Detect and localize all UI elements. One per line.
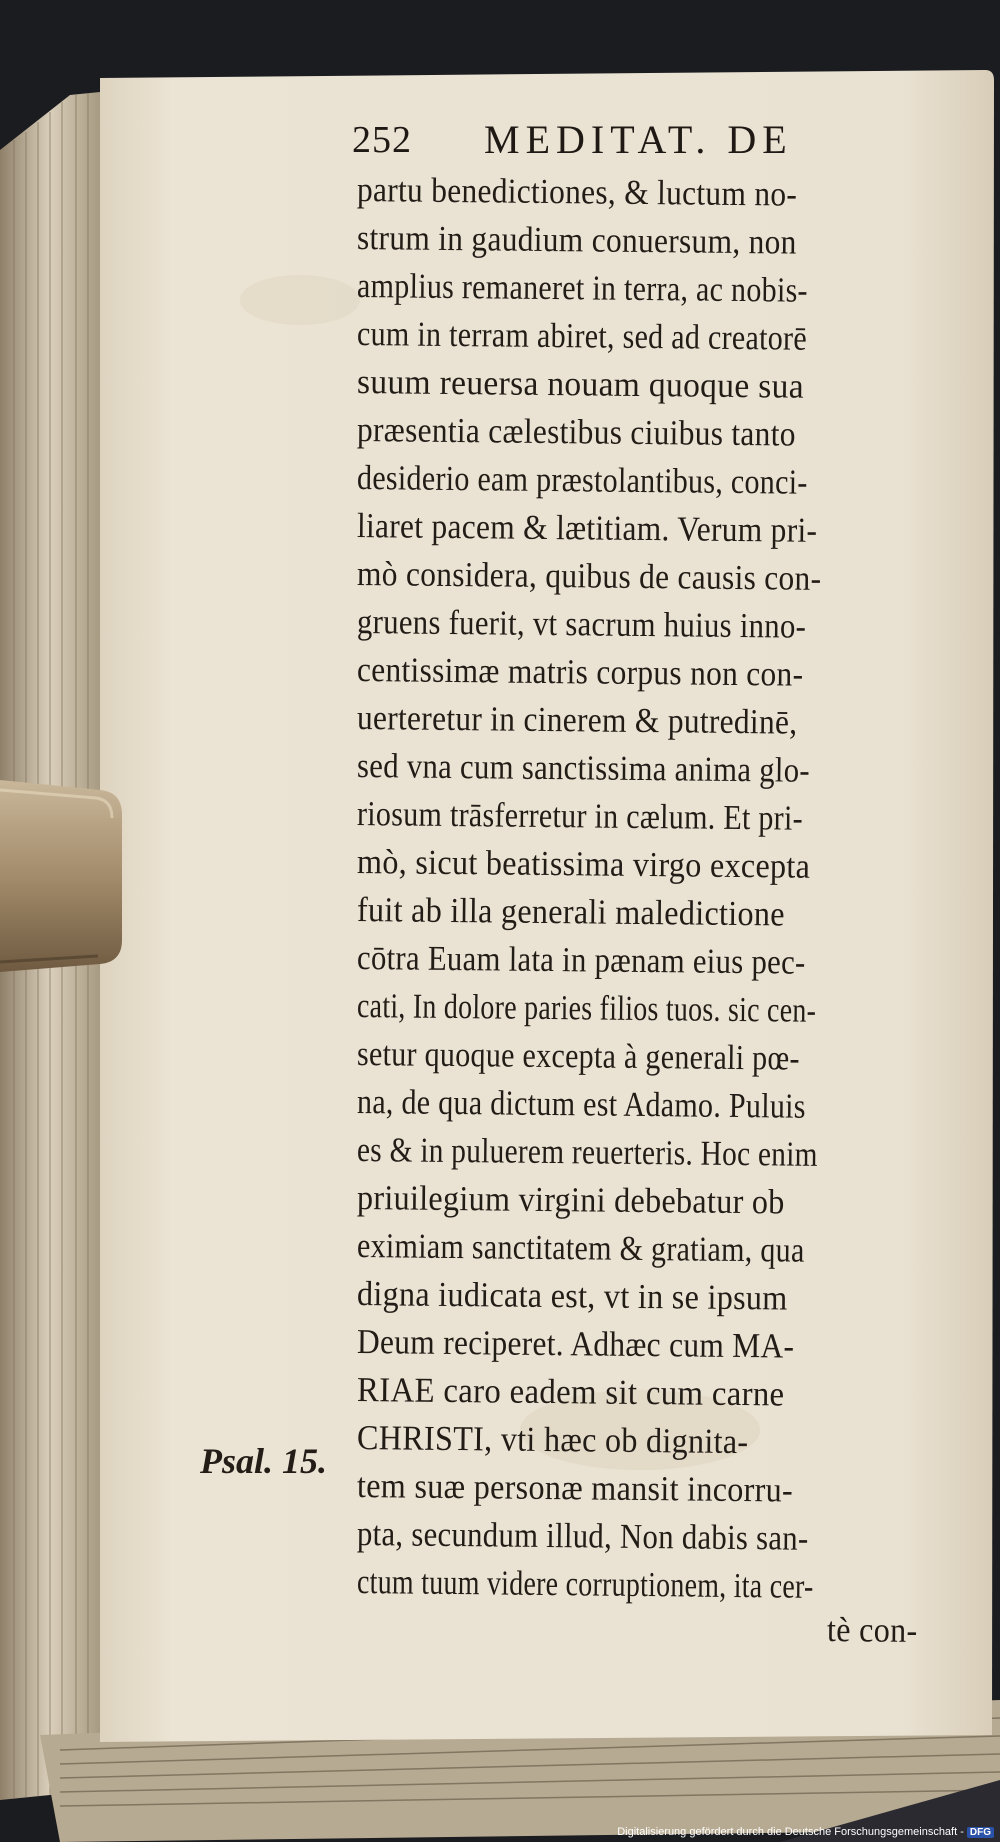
text-line: fuit ab illa generali maledictione <box>356 890 786 934</box>
text-line: digna iudicata est, vt in se ipsum <box>356 1274 788 1318</box>
text-line: pta, secundum illud, Non dabis san- <box>356 1514 809 1558</box>
text-line: mò, sicut beatissima virgo excepta <box>356 842 811 886</box>
text-line: uerteretur in cinerem & putredinē, <box>356 698 798 742</box>
footer-credit <box>617 1826 994 1838</box>
text-line: riosum trāsferretur in cælum. Et pri- <box>356 794 804 838</box>
text-line: Deum reciperet. Adhæc cum MA- <box>356 1322 795 1366</box>
text-line: cati, In dolore paries filios tuos. sic cen- <box>356 986 817 1030</box>
text-line: suum reuersa nouam quoque sua <box>356 362 805 406</box>
text-line: mò considera, quibus de causis con- <box>356 554 822 598</box>
text-line: RIAE caro eadem sit cum carne <box>356 1370 785 1414</box>
text-line: sed vna cum sanctissima anima glo- <box>356 746 811 790</box>
text-line: cōtra Euam lata in pænam eius pec- <box>356 938 806 982</box>
text-line: tè con- <box>826 1610 918 1650</box>
text-line: gruens fuerit, vt sacrum huius inno- <box>356 602 807 646</box>
text-line: desiderio eam præstolantibus, conci- <box>356 458 808 502</box>
text-line: es & in puluerem reuerteris. Hoc enim <box>356 1130 818 1174</box>
text-line: CHRISTI, vti hæc ob dignita- <box>356 1418 749 1462</box>
text-line: amplius remaneret in terra, ac nobis- <box>356 266 809 310</box>
page-number: 252 <box>352 119 412 161</box>
text-line: partu benedictiones, & luctum no- <box>356 170 798 214</box>
text-line: tem suæ personæ mansit incorru- <box>356 1466 794 1510</box>
text-line: eximiam sanctitatem & gratiam, qua <box>356 1226 805 1270</box>
text-line: cum in terram abiret, sed ad creatorē <box>356 314 808 358</box>
text-line: præsentia cælestibus ciuibus tanto <box>356 410 796 454</box>
text-line: centissimæ matris corpus non con- <box>356 650 804 694</box>
running-head: MEDITAT. DE <box>484 117 793 162</box>
margin-note: Psal. 15. <box>200 1441 328 1481</box>
text-line: ctum tuum videre corruptionem, ita cer- <box>356 1562 814 1606</box>
text-line: priuilegium virgini debebatur ob <box>356 1178 785 1222</box>
dfg-logo: DFG <box>967 1827 994 1838</box>
book-clasp <box>0 780 122 972</box>
text-line: setur quoque excepta à generali pœ- <box>356 1034 800 1078</box>
text-line: na, de qua dictum est Adamo. Puluis <box>356 1082 806 1126</box>
text-line: strum in gaudium conuersum, non <box>356 218 797 262</box>
text-line: liaret pacem & lætitiam. Verum pri- <box>356 506 818 550</box>
footer-text: Digitalisierung gefördert durch die Deutsche Forschungsgemeinschaft - <box>617 1826 964 1838</box>
